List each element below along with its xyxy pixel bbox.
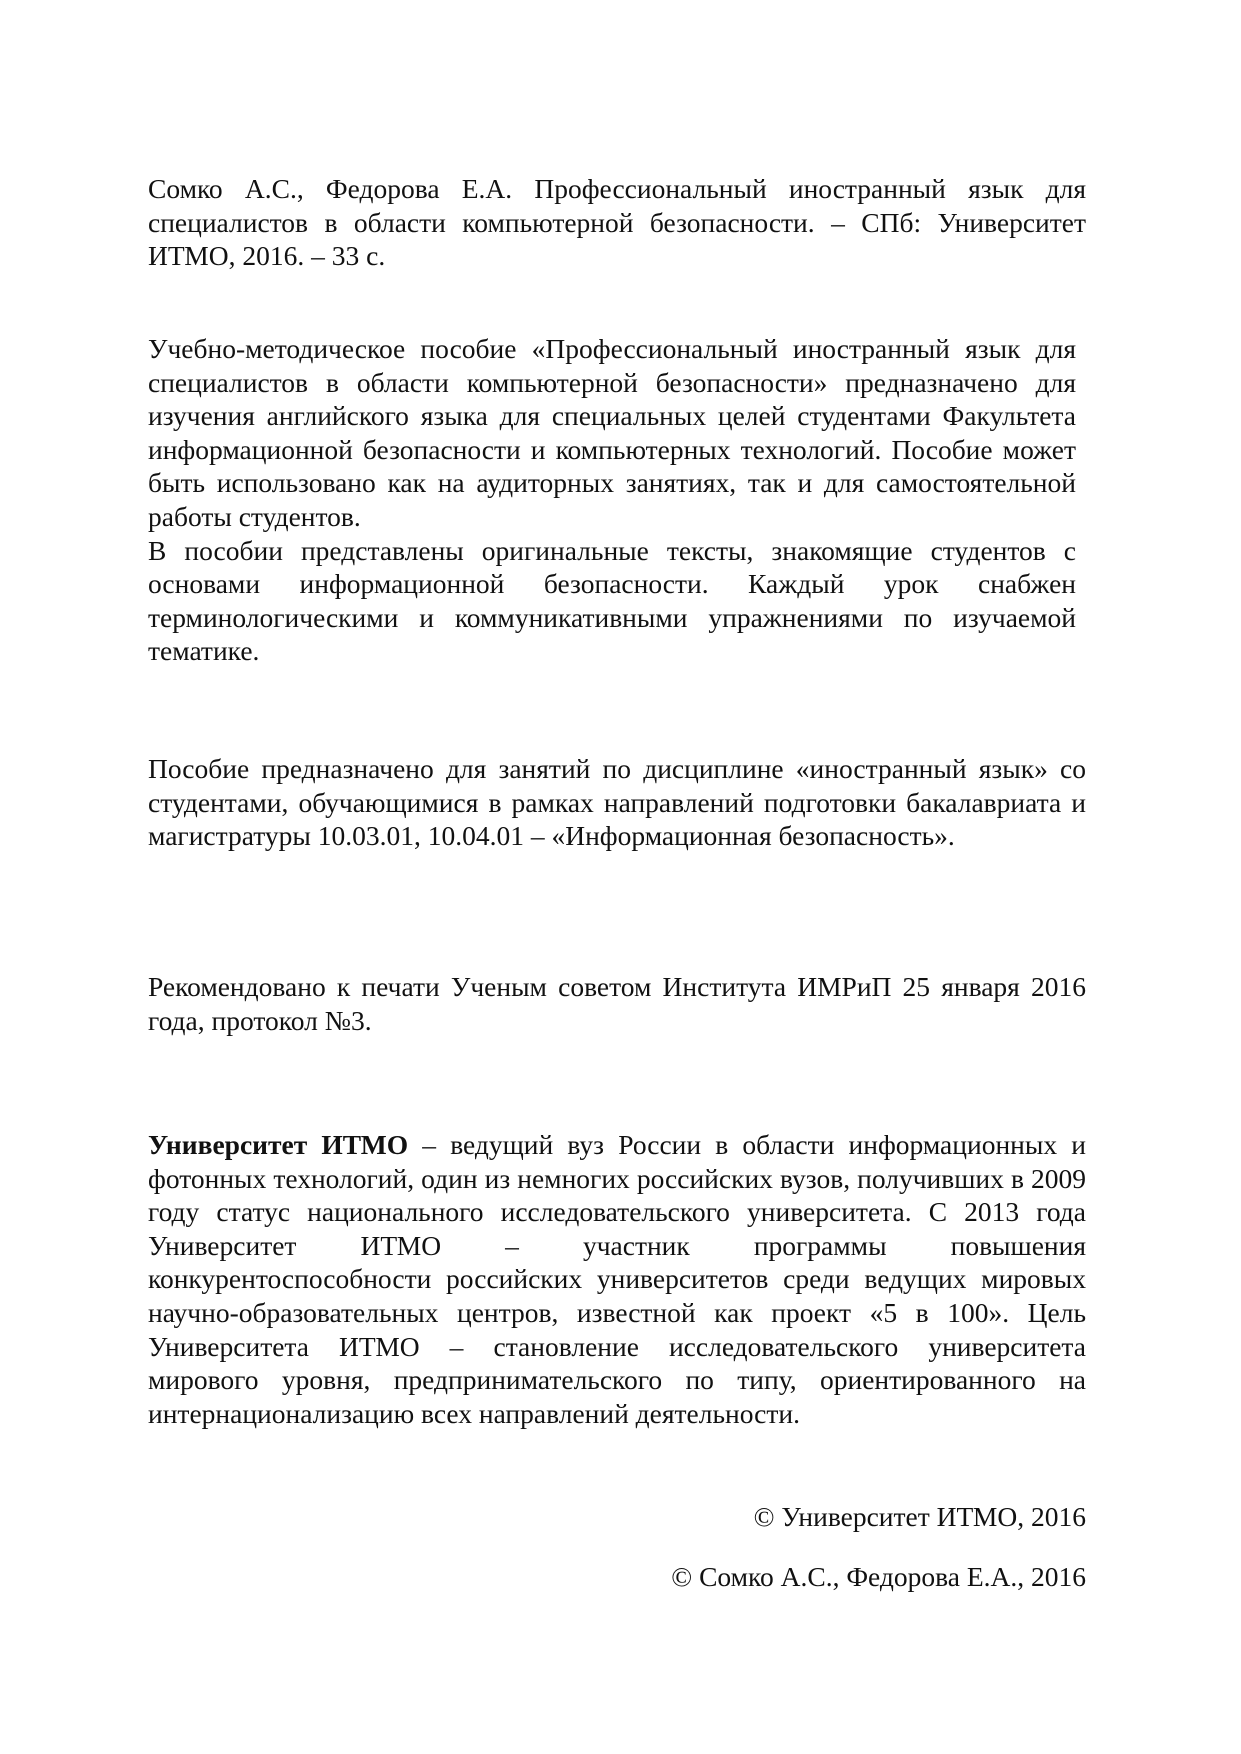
copyright-university: © Университет ИТМО, 2016 bbox=[753, 1501, 1086, 1532]
itmo-about-paragraph bbox=[148, 1128, 1086, 1430]
itmo-name-bold: Университет ИТМО bbox=[148, 1129, 409, 1160]
annotation-section bbox=[148, 332, 1076, 668]
recommendation-text: Рекомендовано к печати Ученым советом Института ИМРиП 25 января 2016 года, протокол №3. bbox=[148, 971, 1086, 1036]
recommendation-section bbox=[148, 970, 1086, 1037]
copyright-authors: © Сомко А.С., Федорова Е.А., 2016 bbox=[671, 1561, 1086, 1592]
itmo-about-text: – ведущий вуз России в области информационных и фотонных технологий, один из немногих российских вузов, получивших в 2009 году статус национального исследовательского университета. С 2013 года Университет ИТМО – участник программы повышения конкурентоспособности российских университетов среди ведущих мировых научно-образовательных центров, известной как проект «5 в 100». Цель Университета ИТМО – становление исследовательского университета мирового уровня, предпринимательского по типу, ориентированного на интернационализацию всех направлений деятельности. bbox=[148, 1129, 1086, 1429]
purpose-text: Пособие предназначено для занятий по дисциплине «иностранный язык» со студентами, обучающимися в рамках направлений подготовки бакалавриата и магистратуры 10.03.01, 10.04.01 – «Информационная безопасность». bbox=[148, 753, 1086, 852]
annotation-paragraph-1: Учебно-методическое пособие «Профессиональный иностранный язык для специалистов в области компьютерной безопасности» предназначено для изучения английского языка для специальных целей студентами Факультета информационной безопасности и компьютерных технологий. Пособие может быть использовано как на аудиторных занятиях, так и для самостоятельной работы студентов. bbox=[148, 333, 1076, 532]
purpose-section bbox=[148, 752, 1086, 853]
citation-text: Сомко А.С., Федорова Е.А. Профессиональный иностранный язык для специалистов в области компьютерной безопасности. – СПб: Университет ИТМО, 2016. – 33 с. bbox=[148, 173, 1086, 272]
bibliographic-citation bbox=[148, 172, 1086, 273]
itmo-about-section bbox=[148, 1128, 1086, 1430]
annotation-paragraph-2: В пособии представлены оригинальные тексты, знакомящие студентов с основами информационной безопасности. Каждый урок снабжен терминологическими и коммуникативными упражнениями по изучаемой тематике. bbox=[148, 534, 1076, 667]
